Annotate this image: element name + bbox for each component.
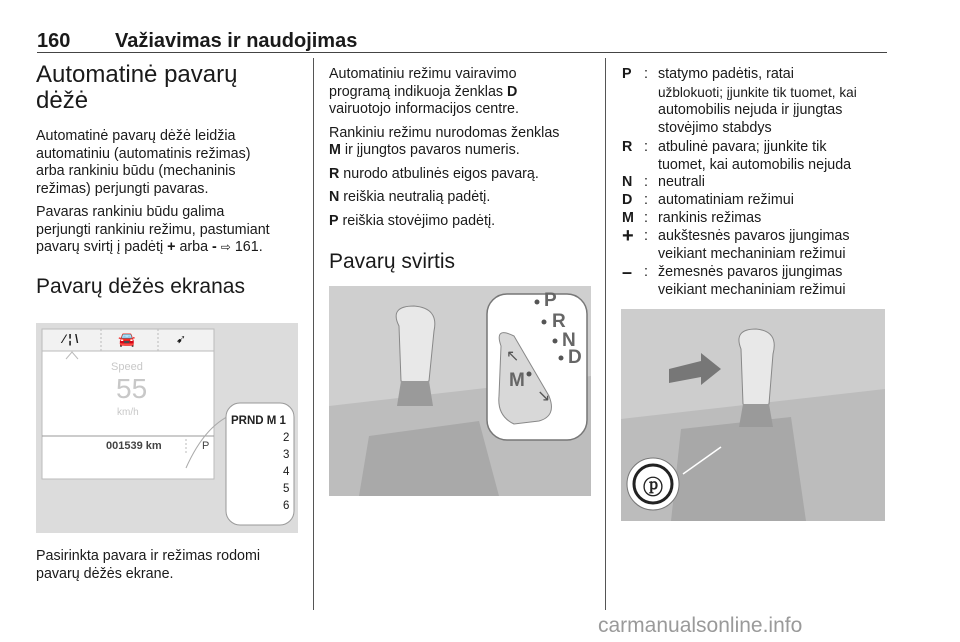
reverse-paragraph xyxy=(329,166,599,184)
text-line: vairuotojo informacijos centre. xyxy=(329,101,519,117)
legend-colon: : xyxy=(644,210,648,226)
legend-desc: neutrali xyxy=(658,174,705,190)
gear-number: 6 xyxy=(283,500,290,512)
section-title-line2: dėžė xyxy=(36,87,89,114)
text-line: Rankiniu režimu nurodomas ženklas xyxy=(329,124,560,141)
section-title xyxy=(36,62,306,114)
plus-symbol: + xyxy=(167,239,176,255)
column-2 xyxy=(329,66,599,274)
manual-paragraph xyxy=(36,204,306,257)
page-number: 160 xyxy=(37,30,71,52)
neutral-paragraph xyxy=(329,189,599,207)
desc-line: atbulinė pavara; įjunkite tik xyxy=(658,139,827,155)
watermark: carmanualsonline.info xyxy=(598,614,803,637)
display-heading: Pavarų dėžės ekranas xyxy=(36,274,245,298)
manual-line: Pavaras rankiniu būdu galima xyxy=(36,204,225,220)
legend-desc xyxy=(658,228,894,263)
intro-paragraph xyxy=(36,128,306,198)
gear-number: 4 xyxy=(283,466,290,478)
text-line: Automatiniu režimu vairavimo xyxy=(329,66,517,82)
park-paragraph xyxy=(329,213,599,231)
shift-letter-d: D xyxy=(568,347,582,368)
parking-brake-icon: ⓟ xyxy=(643,477,663,499)
legend-key: R xyxy=(622,139,633,155)
m-symbol: M xyxy=(329,142,341,158)
legend-colon: : xyxy=(644,192,648,208)
intro-line: Automatinė pavarų dėžė leidžia xyxy=(36,128,236,144)
manual-mode-paragraph xyxy=(329,125,599,160)
legend-desc: rankinis režimas xyxy=(658,210,762,226)
lever-parkbrake-illustration xyxy=(621,309,885,521)
shift-up-arrow-icon: ↖ xyxy=(506,348,520,365)
text-line: nurodo atbulinės eigos pavarą. xyxy=(339,165,539,182)
column-1 xyxy=(36,62,306,299)
desc-line: užblokuoti; įjunkite tik tuomet, kai xyxy=(658,84,857,100)
legend-colon: : xyxy=(644,139,648,155)
text-line: programą indikuoja ženklas xyxy=(329,83,508,100)
display-caption xyxy=(36,548,306,583)
desc-line: žemesnės pavaros įjungimas xyxy=(658,264,843,280)
odometer: 001539 km xyxy=(106,440,162,452)
legend-key: – xyxy=(622,262,633,282)
intro-line: režimas) perjungti pavaras. xyxy=(36,180,209,197)
intro-line: automatiniu (automatinis režimas) xyxy=(36,145,251,162)
chapter-title: Važiavimas ir naudojimas xyxy=(115,30,358,52)
manual-line: pavarų svirtį į padėtį xyxy=(36,239,168,255)
legend-desc xyxy=(658,66,894,137)
speed-value: 55 xyxy=(116,373,148,404)
intro-line: arba rankiniu būdu (mechaninis xyxy=(36,163,236,179)
car-icon: 🚘 xyxy=(118,331,136,347)
legend-row-p xyxy=(622,66,892,136)
shift-down-arrow-icon: ↘ xyxy=(537,388,551,405)
column-divider-1 xyxy=(313,58,314,610)
legend-colon: : xyxy=(644,264,648,280)
legend-desc xyxy=(658,139,894,174)
route-icon: ⁄ ¦ \ xyxy=(63,332,79,346)
legend-key: D xyxy=(622,192,633,208)
legend-key: N xyxy=(622,174,633,190)
manual-line: arba xyxy=(175,239,213,255)
p-symbol: P xyxy=(329,212,339,229)
page-reference-icon: ⇨ xyxy=(220,240,231,254)
desc-line: veikiant mechaniniam režimui xyxy=(658,245,846,262)
desc-line: stovėjimo stabdys xyxy=(658,119,772,136)
gear-lever-illustration xyxy=(329,286,591,496)
caption-line: Pasirinkta pavara ir režimas rodomi xyxy=(36,548,261,564)
gear-number: 5 xyxy=(283,483,290,495)
transmission-display-illustration xyxy=(36,323,298,533)
gear-number: 2 xyxy=(283,432,290,444)
r-symbol: R xyxy=(329,165,340,182)
n-symbol: N xyxy=(329,189,340,205)
text-line: ir įjungtos pavaros numeris. xyxy=(340,142,520,158)
desc-line: statymo padėtis, ratai xyxy=(658,66,794,82)
page-reference[interactable]: 161. xyxy=(234,239,263,255)
legend-colon: : xyxy=(644,174,648,190)
gear-number: 3 xyxy=(283,449,290,461)
desc-line: automobilis nejuda ir įjungtas xyxy=(658,102,843,118)
desc-line: tuomet, kai automobilis nejuda xyxy=(658,156,852,173)
text-line: reiškia stovėjimo padėtį. xyxy=(338,212,496,229)
legend-desc: automatiniam režimui xyxy=(658,192,794,208)
legend-key: + xyxy=(622,225,634,247)
header-rule xyxy=(37,52,887,53)
automatic-mode-paragraph xyxy=(329,66,599,119)
minus-symbol: - xyxy=(212,239,217,255)
desc-line: aukštesnės pavaros įjungimas xyxy=(658,228,850,244)
speed-unit: km/h xyxy=(117,407,139,418)
legend-colon: : xyxy=(644,66,648,82)
manual-line: perjungti rankiniu režimu, pastumiant xyxy=(36,221,270,238)
d-symbol: D xyxy=(507,83,518,100)
legend-desc xyxy=(658,264,894,299)
shift-letter-r: R xyxy=(552,311,566,332)
road-icon: ➹ xyxy=(176,332,187,346)
legend-colon: : xyxy=(644,228,648,244)
legend-key: M xyxy=(622,210,634,226)
text-line: reiškia neutralią padėtį. xyxy=(339,189,491,205)
lever-heading: Pavarų svirtis xyxy=(329,250,456,273)
shift-letter-m: M xyxy=(509,370,525,391)
caption-line: pavarų dėžės ekrane. xyxy=(36,565,174,582)
gear-indicator: P xyxy=(202,440,210,452)
speed-label: Speed xyxy=(111,361,143,373)
column-divider-2 xyxy=(605,58,606,610)
section-title-line1: Automatinė pavarų xyxy=(36,61,238,88)
shift-letter-p: P xyxy=(544,290,557,311)
prnd-display: PRND M 1 xyxy=(231,415,286,427)
legend-key: P xyxy=(622,66,632,82)
shift-letter-n: N xyxy=(562,330,576,351)
desc-line: veikiant mechaniniam režimui xyxy=(658,281,846,298)
